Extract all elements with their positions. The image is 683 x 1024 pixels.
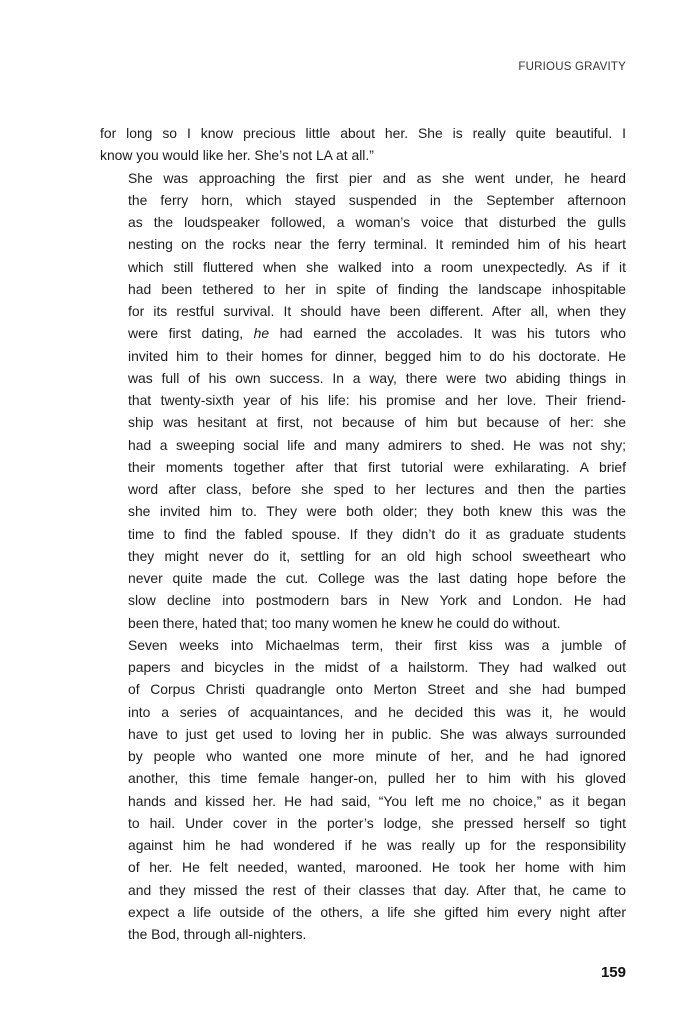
text-line: slow decline into postmodern bars in New York and London. He had	[128, 592, 626, 609]
text-line: as the loudspeaker followed, a woman’s voice that disturbed the gulls	[128, 214, 626, 230]
text-line: nesting on the rocks near the ferry terminal. It reminded him of his heart	[128, 236, 626, 253]
paragraph-1	[100, 122, 626, 167]
text-line: they might never do it, settling for an old high school sweetheart who	[128, 547, 626, 564]
text-line: the Bod, through all-nighters.	[128, 926, 307, 942]
text-line: their moments together after that first tutorial were exhilarating. A brief	[128, 458, 626, 475]
text-line: never quite made the cut. College was the last dating hope before the	[128, 570, 626, 586]
text-line: into a series of acquaintances, and he decided this was it, he would	[128, 703, 626, 720]
text-line: she invited him to. They were both older; they both knew this was the	[128, 503, 626, 520]
text-line: have to just get used to loving her in public. She was always surrounded	[128, 725, 626, 742]
text-line: of Corpus Christi quadrangle onto Merton Street and she had bumped	[128, 681, 626, 698]
text-line: were first dating, he had earned the accolades. It was his tutors who	[128, 325, 626, 342]
text-line: of her. He felt needed, wanted, marooned. He took her home with him	[128, 859, 626, 876]
text-line: word after class, before she sped to her lectures and then the parties	[128, 481, 626, 497]
text-line: for long so I know precious little about her. She is really quite beautiful. I	[100, 125, 626, 141]
text-line: the ferry horn, which stayed suspended in the September afternoon	[128, 191, 626, 208]
text-line: was full of his own success. In a way, there were two abiding things in	[128, 369, 626, 386]
text-line: by people who wanted one more minute of her, and he had ignored	[128, 748, 626, 764]
text-line: papers and bicycles in the midst of a hailstorm. They had walked out	[128, 659, 626, 675]
text-line: had been tethered to her in spite of finding the landscape inhospitable	[128, 280, 626, 297]
text-line: Seven weeks into Michaelmas term, their first kiss was a jumble of	[128, 636, 626, 653]
text-line: against him he had wondered if he was really up for the responsibility	[128, 837, 626, 853]
paragraph-3	[100, 634, 626, 946]
paragraph-2	[100, 167, 626, 634]
text-line: time to find the fabled spouse. If they didn’t do it as graduate students	[128, 525, 626, 542]
text-line: been there, hated that; too many women he knew he could do without.	[128, 614, 561, 631]
text-line: which still fluttered when she walked into a room unexpectedly. As if it	[128, 258, 626, 275]
text-line: know you would like her. She’s not LA at all.”	[100, 147, 374, 164]
text-line: ship was hesitant at first, not because of him but because of her: she	[128, 414, 626, 431]
text-line: to hail. Under cover in the porter’s lodge, she pressed herself so tight	[128, 814, 626, 831]
text-line: for its restful survival. It should have been different. After all, when they	[128, 303, 626, 319]
page-number: 159	[600, 964, 626, 981]
body-text	[100, 122, 626, 945]
text-line: another, this time female hanger-on, pulled her to him with his gloved	[128, 770, 626, 787]
text-line: She was approaching the first pier and as she went under, he heard	[128, 169, 626, 186]
text-line: invited him to their homes for dinner, begged him to do his doctorate. He	[128, 347, 626, 364]
text-line: had a sweeping social life and many admirers to shed. He was not shy;	[128, 436, 626, 453]
running-header: FURIOUS GRAVITY	[518, 61, 626, 73]
text-line: expect a life outside of the others, a life she gifted him every night after	[128, 903, 626, 920]
text-line: hands and kissed her. He had said, “You left me no choice,” as it began	[128, 792, 626, 809]
text-line: that twenty-sixth year of his life: his promise and her love. Their friend-	[128, 392, 626, 408]
text-line: and they missed the rest of their classes that day. After that, he came to	[128, 881, 626, 898]
